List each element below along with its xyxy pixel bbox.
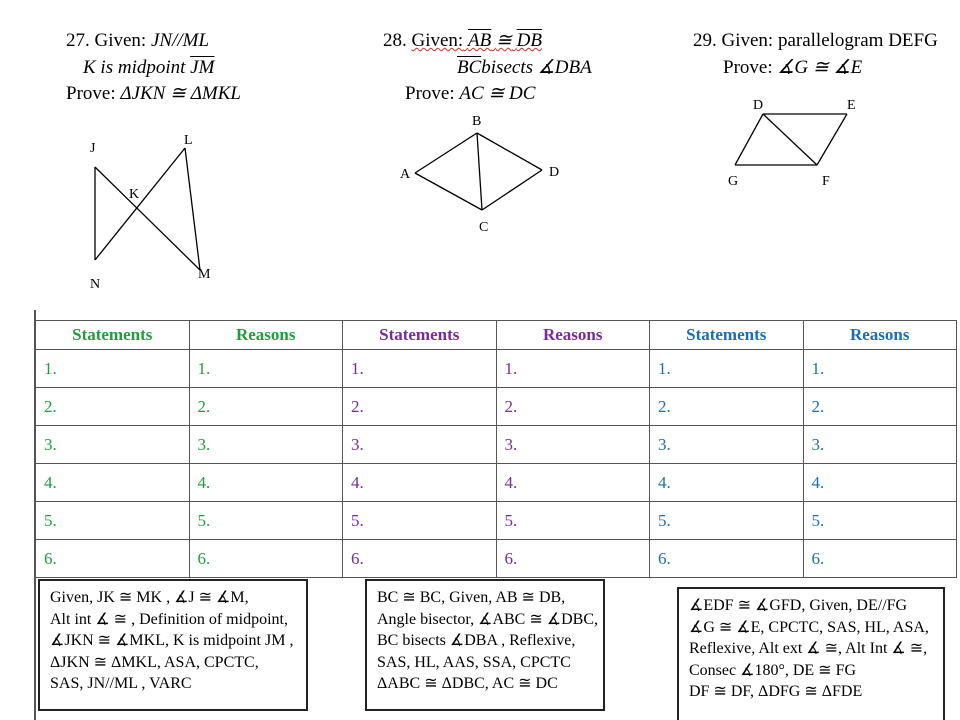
table-cell[interactable]: 1. bbox=[496, 350, 650, 388]
table-cell[interactable]: 6. bbox=[803, 540, 957, 578]
table-cell[interactable]: 5. bbox=[189, 502, 343, 540]
problem-27-given bbox=[66, 30, 209, 52]
point-label-d: D bbox=[549, 165, 560, 180]
given-statement: bisects ∡DBA bbox=[481, 57, 592, 78]
problem-29-given bbox=[693, 30, 938, 52]
bank-line: ∡JKN ≅ ∡MKL, K is midpoint JM , bbox=[50, 632, 294, 649]
bank-line: ∡EDF ≅ ∡GFD, Given, DE//FG bbox=[689, 597, 908, 614]
segment: DB bbox=[516, 30, 542, 51]
table-cell[interactable]: 2. bbox=[496, 388, 650, 426]
point-label-m: M bbox=[198, 267, 211, 282]
prove-statement: ∡G ≅ ∡E bbox=[777, 57, 863, 78]
problem-29-prove bbox=[723, 57, 862, 79]
bank-line: Alt int ∡ ≅ , Definition of midpoint, bbox=[50, 610, 288, 628]
table-row bbox=[36, 464, 957, 502]
table-cell[interactable]: 3. bbox=[343, 426, 497, 464]
given-statement: K is midpoint bbox=[83, 57, 186, 78]
table-cell[interactable]: 5. bbox=[496, 502, 650, 540]
problem-28-given bbox=[383, 30, 707, 52]
table-row bbox=[36, 350, 957, 388]
diagram-28 bbox=[395, 108, 570, 238]
segment: AB bbox=[467, 30, 492, 51]
bank-line: Consec ∡180°, DE ≅ FG bbox=[689, 661, 857, 679]
table-cell[interactable]: 5. bbox=[650, 502, 804, 540]
table-cell[interactable]: 4. bbox=[36, 464, 190, 502]
table-cell[interactable]: 4. bbox=[496, 464, 650, 502]
problem-number: 27. bbox=[66, 30, 90, 51]
point-label-e: E bbox=[847, 98, 856, 113]
point-label-n: N bbox=[90, 277, 101, 292]
problem-27-prove bbox=[66, 83, 241, 105]
point-label-f: F bbox=[822, 174, 830, 189]
table-cell[interactable]: 2. bbox=[36, 388, 190, 426]
point-label-l: L bbox=[184, 133, 193, 148]
diagram-29 bbox=[720, 92, 870, 192]
bank-line: DF ≅ DF, ΔDFG ≅ ΔFDE bbox=[689, 683, 863, 700]
bank-line: SAS, HL, AAS, SSA, CPCTC bbox=[377, 653, 571, 671]
bank-line: ΔABC ≅ ΔDBC, AC ≅ DC bbox=[377, 675, 558, 692]
prove-label: Prove: bbox=[405, 83, 455, 104]
problem-number: 29. bbox=[693, 30, 717, 51]
table-cell[interactable]: 3. bbox=[189, 426, 343, 464]
given-statement: JN//ML bbox=[150, 30, 210, 51]
header-statements-27: Statements bbox=[36, 321, 190, 350]
header-statements-28: Statements bbox=[343, 321, 497, 350]
prove-label: Prove: bbox=[723, 57, 773, 78]
given-label: Given: bbox=[94, 30, 147, 51]
header-reasons-27: Reasons bbox=[189, 321, 343, 350]
segment: $\overline{JM}$ bbox=[190, 57, 215, 78]
table-cell[interactable]: 5. bbox=[803, 502, 957, 540]
point-label-g: G bbox=[728, 174, 739, 189]
prove-statement: AC ≅ DC bbox=[459, 83, 536, 104]
given-statement: Given: parallelogram DEFG bbox=[721, 30, 938, 51]
proof-table bbox=[35, 320, 957, 578]
point-label-b: B bbox=[472, 114, 482, 129]
problem-28-prove bbox=[405, 83, 535, 105]
problem-number: 28. bbox=[383, 30, 407, 51]
table-cell[interactable]: 1. bbox=[803, 350, 957, 388]
congruent-symbol: ≅ bbox=[495, 30, 512, 51]
table-cell[interactable]: 4. bbox=[343, 464, 497, 502]
table-cell[interactable]: 1. bbox=[36, 350, 190, 388]
table-row bbox=[36, 388, 957, 426]
point-label-j: J bbox=[90, 141, 96, 156]
table-row bbox=[36, 502, 957, 540]
bank-line: Reflexive, Alt ext ∡ ≅, Alt Int ∡ ≅, bbox=[689, 640, 928, 657]
header-reasons-28: Reasons bbox=[496, 321, 650, 350]
table-cell[interactable]: 6. bbox=[650, 540, 804, 578]
ray: $\overline{BC}$ bbox=[457, 57, 482, 78]
table-cell[interactable]: 1. bbox=[189, 350, 343, 388]
table-row bbox=[36, 540, 957, 578]
table-cell[interactable]: 1. bbox=[650, 350, 804, 388]
table-cell[interactable]: 4. bbox=[189, 464, 343, 502]
table-cell[interactable]: 5. bbox=[36, 502, 190, 540]
table-cell[interactable]: 6. bbox=[496, 540, 650, 578]
prove-label: Prove: bbox=[66, 83, 116, 104]
bank-line: SAS, JN//ML , VARC bbox=[50, 675, 192, 692]
bank-line: Given, JK ≅ MK , ∡J ≅ ∡M, bbox=[50, 589, 249, 606]
header-reasons-29: Reasons bbox=[803, 321, 957, 350]
word-bank-29 bbox=[677, 587, 945, 720]
diagram-27 bbox=[80, 130, 230, 300]
problem-28-given-2 bbox=[457, 57, 592, 79]
bank-line: BC ≅ BC, Given, AB ≅ DB, bbox=[377, 589, 566, 606]
table-cell[interactable]: 1. bbox=[343, 350, 497, 388]
bank-line: ΔJKN ≅ ΔMKL, ASA, CPCTC, bbox=[50, 653, 259, 671]
table-cell[interactable]: 2. bbox=[650, 388, 804, 426]
word-bank-28 bbox=[365, 579, 605, 711]
problem-27-given-2 bbox=[83, 57, 214, 79]
table-row bbox=[36, 426, 957, 464]
table-cell[interactable]: 6. bbox=[36, 540, 190, 578]
table-cell[interactable]: 3. bbox=[650, 426, 804, 464]
point-label-a: A bbox=[400, 167, 411, 182]
table-cell[interactable]: 6. bbox=[189, 540, 343, 578]
table-cell[interactable]: 2. bbox=[343, 388, 497, 426]
bank-line: ∡G ≅ ∡E, CPCTC, SAS, HL, ASA, bbox=[689, 618, 929, 636]
point-label-k: K bbox=[129, 187, 140, 202]
header-statements-29: Statements bbox=[650, 321, 804, 350]
bank-line: BC bisects ∡DBA , Reflexive, bbox=[377, 632, 576, 649]
point-label-d: D bbox=[753, 98, 764, 113]
table-cell[interactable]: 5. bbox=[343, 502, 497, 540]
bank-line: Angle bisector, ∡ABC ≅ ∡DBC, bbox=[377, 610, 598, 628]
table-cell[interactable]: 4. bbox=[803, 464, 957, 502]
table-cell[interactable]: 2. bbox=[189, 388, 343, 426]
given-label: Given: bbox=[411, 30, 464, 51]
table-cell[interactable]: 2. bbox=[803, 388, 957, 426]
word-bank-27 bbox=[38, 579, 308, 711]
table-cell[interactable]: 3. bbox=[803, 426, 957, 464]
table-cell[interactable]: 4. bbox=[650, 464, 804, 502]
table-cell[interactable]: 3. bbox=[496, 426, 650, 464]
table-cell[interactable]: 6. bbox=[343, 540, 497, 578]
table-cell[interactable]: 3. bbox=[36, 426, 190, 464]
prove-statement: ΔJKN ≅ ΔMKL bbox=[120, 83, 241, 104]
point-label-c: C bbox=[479, 220, 489, 235]
table-header-row bbox=[36, 321, 957, 350]
